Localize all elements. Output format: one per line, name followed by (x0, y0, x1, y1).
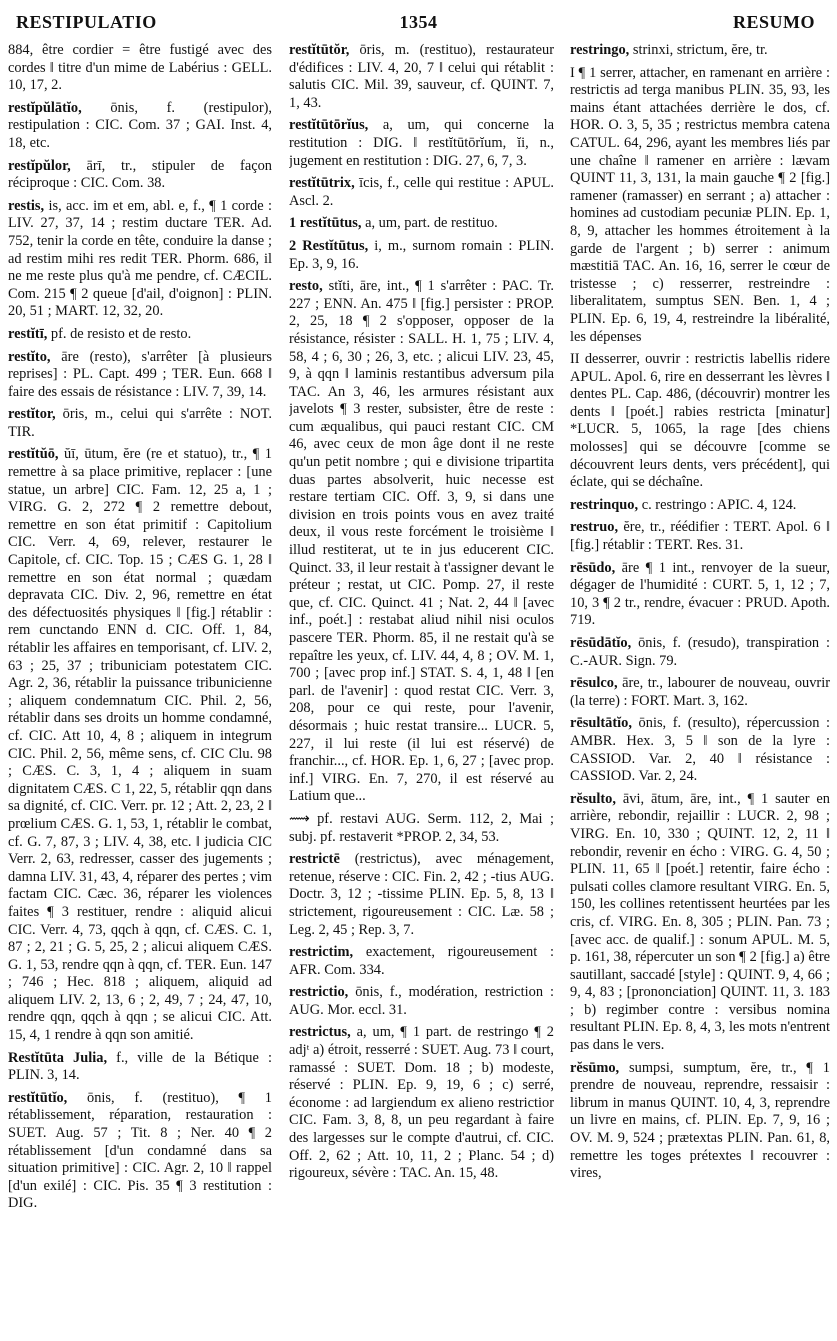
entry-headword: restĭtī, (8, 325, 48, 342)
entry-definition: ⟿ pf. restavi AUG. Serm. 112, 2, Mai ; subj. pf. restaverit *PROP. 2, 34, 53. (289, 810, 554, 845)
entry-definition: āre (resto), s'arrêter [à plusieurs reprises] : PL. Capt. 499 ; TER. Eun. 668 ‖ faire des essais de résistance : LIV. 7, 39, 14. (8, 348, 272, 400)
page-header (0, 0, 837, 42)
dictionary-entry (8, 446, 272, 1044)
dictionary-entry (289, 811, 554, 846)
entry-definition: ōris, m. (restituo), restaurateur d'édifices : LIV. 4, 20, 7 ‖ celui qui rétablit : salutis CIC. Mil. 39, sauveur, cf. QUINT. 7, 1, 43. (289, 42, 554, 111)
dictionary-entry (289, 851, 554, 939)
dictionary-entry (8, 1090, 272, 1213)
entry-headword: restĭtŭō, (8, 446, 59, 463)
dictionary-entry (8, 198, 272, 321)
entry-definition: a, um, qui concerne la restitution : DIG. ‖ restĭtūtōrĭum, ĭi, n., jugement en restitution : DIG. 27, 6, 7, 3. (289, 117, 554, 169)
entry-definition: ōnis, f., modération, restriction : AUG. Mor. eccl. 31. (289, 984, 554, 1018)
dictionary-entry (289, 278, 554, 806)
entry-headword: restĭtūtrix, (289, 175, 355, 192)
dictionary-entry (289, 215, 554, 233)
dictionary-entry (570, 351, 830, 492)
entry-definition: c. restringo : APIC. 4, 124. (638, 496, 797, 513)
entry-definition: stĭti, āre, int., ¶ 1 s'arrêter : PAC. Tr. 227 ; ENN. An. 475 ‖ [fig.] persister : PROP. 2, 25, 18 ¶ 2 s'opposer, opposer de la résistance, résister : SALL. H. 1, 75 ; LIV. 4, 58, 4 ; 6, 30 ; 26, 3, etc. ; alicui LIV. 23, 45, 9, à qqn ‖ laminis restantibus adversum pila TAC. An 3, 46, les armures résistant aux javelots ¶ 3 rester, subsister, être de reste : cum æqualibus, qui pauci restant CIC. CM 46, avec ceux de mon âge dont il ne reste qu'un petit nombre ; qui e divisione tripartita duas partes absolverit, huic necesse est restare tertiam CIC. Off. 3, 9, si dans une division en trois points vous en avez traité deux, il vous reste forcément le troisième ‖ illud restiterat, ut te in jus educerent CIC. Quinct. 33, il leur restait à t'assigner devant le préteur ; restat, ut CIC. Pomp. 27, il reste que, cf. CIC. Quinct. 41 ; Nat. 2, 44 ‖ [avec inf., poét.] : restabat aliud nihil nisi oculos pascere TER. Phorm. 85, il ne restait qu'à se repaître les yeux, cf. LIV. 44, 4, 8 ; OV. M. 1, 700 ; [avec prop inf.] STAT. S. 4, 1, 48 ‖ [en parl. de l'avenir] : quod restat CIC. Verr. 3, 208, pour ce qui reste, pour l'avenir, désormais ; huic restat transire... LUCR. 5, 227, il lui reste (il lui est réservé) de franchir..., cf. HOR. Ep. 1, 6, 27 ; [avec prop. inf.] VIRG. En. 7, 270, il est réservé au Latium que... (289, 278, 554, 805)
dictionary-entry (570, 65, 830, 347)
entry-headword: restrictio, (289, 984, 349, 1001)
entry-definition: ōnis, f. (restituo), ¶ 1 rétablissement, réparation, restauration : SUET. Aug. 57 ; Tit. 8 ; Ner. 40 ¶ 2 rétablissement [d'un condamné dans sa situation primitive] : CIC. Agr. 2, 10 ‖ rappel [d'un exilé] : CIC. Pis. 35 ¶ 3 restitution : DIG. (8, 1089, 272, 1212)
entry-definition: I ¶ 1 serrer, attacher, en ramenant en arrière : restrictis ad terga manibus PLIN. 35, 93, les mains étant attachées derrière le dos, cf. HOR. O. 3, 5, 35 ; restrictus membra catena CATUL. 64, 296, ayant les membres liés par une chaîne ‖ ramener en arrière : lævam QUINT 11, 3, 131, la main gauche ¶ 2 [fig.] ramener (ramasser) en serrant ; a) attacher : homines ad custodiam pecuniæ PLIN. Ep. 1, 8, 9, attacher les hommes étroitement à la garde de l'argent ; b) serrer : animum mæstitiā TAC. An. 16, 16, serrer le cœur de tristesse ; c) resserrer, restreindre : liberalitatem, sumptus SEN. Ben. 1, 4 ; PLIN. Ep. 6, 19, 4, restreindre la libéralité, les dépenses (570, 64, 830, 345)
entry-definition: ŭī, ūtum, ĕre (re et statuo), tr., ¶ 1 remettre à sa place primitive, replacer : [une statue, un arbre] CIC. Fam. 12, 25 a, 1 ; VIRG. G. 2, 272 ¶ 2 remettre debout, remettre en son état primitif : Capitolium CIC. Verr. 4, 69, relever, restaurer le Capitole, cf. CIC. Top. 15 ; CÆS G. 1, 28 ‖ remettre en son état normal ; quædam depravata CIC. Div. 2, 96, remettre en état des défectuosités physiques ‖ [fig.] rétablir : rem cunctando ENN d. CIC. Off. 1, 84, rétablir les affaires en temporisant, cf. LIV. 2, 63 ; 25, 37 ; tribuniciam potestatem CIC. Agr. 2, 36, rétablir la puissance tribunicienne ; aliquem condemnatum CIC. Phil. 2, 56, rétablir dans ses droits un homme condamné, cf. CIC. Att 10, 4, 8 ; aliquem in integrum CIC. Phil. 2, 56, même sens, cf. CIC Clu. 98 ; CÆS. C. 3, 1, 4 ; aliquem in suam dignitatem CÆS. C 1, 22, 5, rétablir qqn dans sa dignité, cf. CIC. Verr. pr. 12 ; Att. 2, 23, 2 ‖ prœlium CÆS. G. 1, 53, 1, rétablir le combat, cf. G. 7, 87, 3 ; LIV. 4, 38, etc. ‖ judicia CIC Verr. 2, 63, redresser, casser des jugements ; damna LIV. 31, 43, 4, réparer des pertes ; vim factam CIC. Cæc. 36, réparer les violences faites ¶ 3 restituer, rendre : aliquid alicui CIC. Verr. 4, 73, qqch à qqn, cf. CÆS. C. 1, 87 ; 2, 21 ; G. 5, 25, 2 ; alicui aliquem CÆS. G. 1, 53, rendre qqn à qqn, cf. TER. Eun. 147 ; 746 ; Hec. 818 ; aliquem, aliquid ad aliquem LIV. 2, 13, 6 ; 2, 49, 7 ; 24, 47, 10, rendre qqn, qqch à qqn ; se alicui CIC. Att. 15, 4, 1 rendre à qqn son amitié. (8, 446, 272, 1044)
dictionary-entry (8, 326, 272, 344)
entry-headword: restĭpŭlor, (8, 157, 71, 174)
dictionary-entry (570, 1060, 830, 1183)
entry-headword: restĭtūtŏr, (289, 42, 350, 58)
dictionary-entry (289, 238, 554, 273)
entry-headword: rĕsulto, (570, 790, 616, 807)
dictionary-entry (289, 42, 554, 112)
entry-headword: restĭtūtōrĭus, (289, 117, 369, 134)
dictionary-entry (8, 349, 272, 402)
dictionary-entry (8, 100, 272, 153)
entry-headword: restringo, (570, 42, 630, 58)
dictionary-entry (289, 117, 554, 170)
column-3 (570, 42, 830, 1338)
dictionary-entry (570, 560, 830, 630)
entry-headword: restĭpŭlātĭo, (8, 99, 82, 116)
entry-headword: rēsūdo, (570, 559, 616, 576)
page-number: 1354 (399, 12, 438, 32)
dictionary-entry (8, 42, 272, 95)
dictionary-entry (570, 42, 830, 60)
entry-definition: (restrictus), avec ménagement, retenue, réserve : CIC. Fin. 2, 42 ; -tius AUG. Doctr. 3, 12 ; -tissime PLIN. Ep. 5, 8, 13 ‖ strictement, rigoureusement : CIC. Læ. 58 ; Leg. 2, 45 ; Rep. 3, 7. (289, 851, 554, 938)
entry-definition: is, acc. im et em, abl. e, f., ¶ 1 corde : LIV. 27, 37, 14 ; restim ductare TER. Ad. 752, tenir la corde en tête, conduire la danse ; ad restim mihi res redit TER. Phorm. 686, il ne me reste plus qu'à me pendre, cf. CÆCIL. Com. 215 ¶ 2 queue [d'ail, d'oignon] : PLIN. 20, 51 ; MART. 12, 32, 20. (8, 197, 272, 320)
dictionary-entry (570, 791, 830, 1055)
entry-headword: 1 restĭtūtus, (289, 215, 362, 232)
entry-headword: rēsultātĭo, (570, 715, 632, 732)
entry-definition: īcis, f., celle qui restitue : APUL. Ascl. 2. (289, 175, 554, 209)
entry-definition: exactement, rigoureusement : AFR. Com. 334. (289, 944, 554, 978)
dictionary-entry (289, 175, 554, 210)
entry-definition: II desserrer, ouvrir : restrictis labellis ridere APUL. Apol. 6, rire en desserrant les lèvres ‖ dentes PL. Cap. 486, (découvrir) montrer les dents ‖ [poét.] rabies restricta [minatur] *LUCR. 5, 1065, la rage [des chiens molosses] qui se découvre [comme se découvrent leurs dents, vers précédent], qui éclate, qui se déchaîne. (570, 351, 830, 491)
entry-headword: 2 Restĭtūtus, (289, 237, 369, 254)
dictionary-entry (8, 158, 272, 193)
dictionary-entry (289, 984, 554, 1019)
entry-definition: pf. de resisto et de resto. (47, 325, 192, 342)
entry-definition: sumpsi, sumptum, ĕre, tr., ¶ 1 prendre de nouveau, reprendre, ressaisir : librum in manus QUINT. 10, 4, 3, reprendre un livre en mains, cf. PLIN. Ep. 7, 9, 16 ; OV. M. 9, 524 ; prætextas PLIN. Pan. 61, 8, remettre les toges prétextes ‖ recouvrer : vires, (570, 1059, 830, 1182)
column-2 (289, 42, 554, 1338)
dictionary-entry (8, 406, 272, 441)
entry-definition: ārī, tr., stipuler de façon réciproque : CIC. Com. 38. (8, 157, 272, 192)
column-1 (8, 42, 272, 1338)
entry-headword: rĕsūmo, (570, 1059, 620, 1076)
dictionary-entry (570, 675, 830, 710)
entry-definition: ĕre, tr., réédifier : TERT. Apol. 6 ‖ [fig.] rétablir : TERT. Res. 31. (570, 519, 830, 554)
entry-headword: rēsulco, (570, 675, 618, 692)
running-head-right: RESUMO (732, 12, 815, 32)
entry-definition: ōris, m., celui qui s'arrête : NOT. TIR. (8, 406, 272, 440)
entry-definition: āre, tr., labourer de nouveau, ouvrir (la terre) : FORT. Mart. 3, 162. (570, 675, 830, 709)
entry-definition: ōnis, f. (resulto), répercussion : AMBR. Hex. 3, 5 ‖ son de la lyre : CASSIOD. Var. 2, 40 ‖ résistance : CASSIOD. Var. 2, 24. (570, 715, 830, 785)
entry-headword: restĭtor, (8, 406, 56, 423)
dictionary-entry (570, 715, 830, 785)
dictionary-entry (570, 635, 830, 670)
entry-definition: a, um, ¶ 1 part. de restringo ¶ 2 adjᵗ a) étroit, resserré : SUET. Aug. 73 ‖ court, ramassé : SUET. Dom. 18 ; b) modeste, réservé : PLIN. Ep. 9, 19, 6 ; c) serré, économe : ad largiendum ex alieno restrictior CIC. Fam. 3, 8, 8, un peu regardant à faire des largesses sur le compte d'autrui, cf. CIC. Off. 2, 62 ; Att. 10, 11, 2 ; Planc. 54 ; d) rigoureux, sévère : TAC. An. 15, 48. (289, 1024, 554, 1182)
entry-headword: restrictē (289, 851, 340, 868)
entry-definition: ōnis, f. (restipulor), restipulation : CIC. Com. 37 ; GAI. Inst. 4, 18, etc. (8, 99, 272, 151)
dictionary-entry (570, 497, 830, 515)
entry-headword: restrictus, (289, 1024, 351, 1041)
entry-headword: restis, (8, 197, 45, 214)
entry-headword: restĭtūtĭo, (8, 1089, 68, 1106)
entry-headword: restrinquo, (570, 496, 639, 513)
entry-definition: strinxi, strictum, ĕre, tr. (629, 42, 768, 58)
entry-definition: f., ville de la Bétique : PLIN. 3, 14. (8, 1049, 272, 1084)
entry-headword: restĭto, (8, 348, 51, 365)
dictionary-entry (570, 519, 830, 554)
entry-headword: restrictim, (289, 944, 354, 961)
entry-definition: āre ¶ 1 int., renvoyer de la sueur, dégager de l'humidité : CURT. 5, 1, 12 ; 7, 10, 3 ¶ 2 tr., rendre, évacuer : PRUD. Apoth. 719. (570, 559, 830, 629)
entry-headword: resto, (289, 278, 323, 295)
running-head-left: RESTIPULATIO (16, 12, 157, 32)
entry-definition: ōnis, f. (resudo), transpiration : C.-AUR. Sign. 79. (570, 635, 830, 669)
entry-definition: āvi, ātum, āre, int., ¶ 1 sauter en arrière, rebondir, rejaillir : LUCR. 2, 98 ; VIRG. En. 10, 330 ; QUINT. 12, 2, 11 ‖ rebondir, revenir en écho : VIRG. G. 4, 50 ; PLIN. 11, 65 ‖ [poét.] retentir, faire écho : pulsati colles clamore resultant VIRG. En. 5, 150, les collines retentissent heurtées par les cris, cf. VIRG. En. 8, 305 ; PLIN. Pan. 73 ; [avec acc. de qualif.] : sonum APUL. M. 5, p. 161, 38, répercuter un son ¶ 2 [fig.] a) être sautillant, saccadé [style] : QUINT. 9, 4, 66 ; 9, 4, 83 ; [prononciation] QUINT. 11, 3. 183 ; b) regimber contre : versibus nomina resultant PLIN. Ep. 8, 4, 3, les mots n'entrent pas dans le vers. (570, 790, 830, 1054)
entry-headword: restruo, (570, 519, 619, 536)
dictionary-entry (289, 1024, 554, 1182)
dictionary-entry (8, 1050, 272, 1085)
dictionary-entry (289, 944, 554, 979)
entry-definition: 884, être cordier = être fustigé avec des cordes ‖ titre d'un mime de Labérius : GELL. 10, 17, 2. (8, 42, 272, 94)
entry-definition: a, um, part. de restituo. (361, 215, 498, 232)
entry-headword: Restĭtūta Julia, (8, 1049, 108, 1066)
entry-definition: i, m., surnom romain : PLIN. Ep. 3, 9, 16. (289, 237, 554, 272)
entry-headword: rēsūdātĭo, (570, 635, 632, 651)
